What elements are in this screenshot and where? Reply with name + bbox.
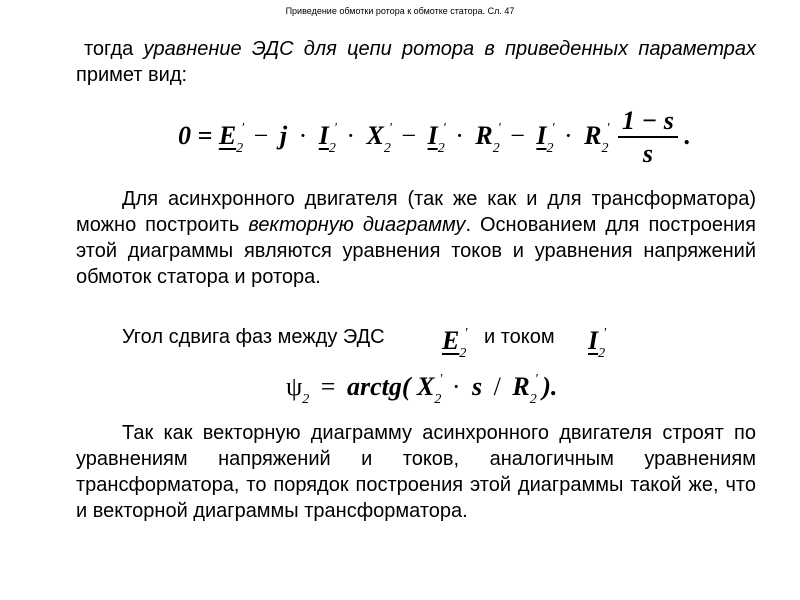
var-s: s	[472, 372, 483, 401]
var-X: X	[417, 372, 435, 401]
sub: 2	[601, 140, 609, 156]
fraction-numerator: 1 − s	[618, 106, 678, 138]
prime: '	[241, 120, 245, 136]
var-R: R	[584, 120, 602, 150]
var-E: E	[218, 120, 237, 150]
p2-italic: векторную диаграмму	[248, 214, 466, 236]
p2-text-b: . Основанием для построения этой диаграммы являются уравнения токов и уравнения напряжений обмоток статора и ротора.	[76, 214, 757, 288]
phase-angle-text-a: Угол сдвига фаз между ЭДС	[122, 326, 385, 348]
prime: '	[497, 120, 501, 136]
paragraph-conclusion: Так как векторную диаграмму асинхронного двигателя строят по уравнениям напряжений и токов, аналогичным уравнениям трансформатора, то порядок построения этой диаграммы такой же, что и векторной диаграммы трансформатора.	[76, 422, 756, 522]
var-I: I	[536, 120, 547, 150]
var-I: I	[427, 120, 438, 150]
op-div: /	[493, 372, 501, 401]
sub: 2	[302, 392, 310, 407]
op-dot: ·	[346, 120, 356, 150]
symbol-E2	[442, 326, 468, 361]
symbol-I2	[588, 326, 607, 361]
op-minus: −	[510, 120, 525, 150]
prime: '	[388, 120, 392, 136]
paragraph-intro	[76, 36, 756, 88]
sub: 2	[434, 392, 442, 407]
prime: '	[606, 120, 610, 136]
phase-angle-text-b: и током	[484, 326, 555, 348]
var-R: R	[475, 120, 493, 150]
var-I: I	[588, 326, 599, 355]
sub: 2	[546, 140, 554, 156]
sub: 2	[598, 346, 606, 361]
fraction	[618, 106, 678, 170]
prime: '	[464, 326, 468, 341]
sub: 2	[236, 140, 244, 156]
p2-text-a: Для асинхронного двигателя (так же как и для трансформатора) можно построить	[76, 188, 756, 236]
eq-lhs: 0 =	[178, 120, 213, 150]
var-R: R	[512, 372, 530, 401]
op-dot: ·	[451, 372, 461, 401]
eq-end: .	[684, 120, 691, 150]
var-psi: ψ	[286, 372, 303, 401]
prime: '	[551, 120, 555, 136]
var-j: j	[279, 120, 288, 150]
op-dot: ·	[455, 120, 464, 150]
prime: '	[439, 372, 443, 387]
op-dot: ·	[564, 120, 573, 150]
func-arctg: arctg(	[346, 372, 411, 401]
op-minus: −	[253, 120, 269, 150]
var-E: E	[442, 326, 460, 355]
slide-header: Приведение обмотки ротора к обмотке статора. Сл. 47	[285, 6, 515, 16]
op-minus: −	[401, 120, 417, 150]
var-I: I	[318, 120, 329, 150]
sub: 2	[437, 140, 445, 156]
sub: 2	[492, 140, 500, 156]
var-X: X	[366, 120, 384, 150]
op-dot: ·	[298, 120, 308, 150]
sub: 2	[328, 140, 336, 156]
prime: '	[442, 120, 446, 136]
phase-angle-equation	[286, 372, 558, 407]
intro-italic: уравнение ЭДС для цепи ротора в приведенных параметрах	[143, 38, 756, 60]
func-close: ).	[542, 372, 558, 401]
prime: '	[534, 372, 538, 387]
fraction-denominator: s	[642, 139, 654, 168]
prime: '	[333, 120, 337, 136]
intro-lead: тогда	[84, 38, 134, 60]
op-eq: =	[320, 372, 336, 401]
sub: 2	[459, 346, 467, 361]
emf-equation	[178, 106, 691, 170]
intro-tail: примет вид:	[76, 64, 188, 86]
paragraph-vector-diagram	[76, 186, 756, 290]
sub: 2	[383, 140, 391, 156]
prime: '	[603, 326, 607, 341]
sub: 2	[529, 392, 537, 407]
